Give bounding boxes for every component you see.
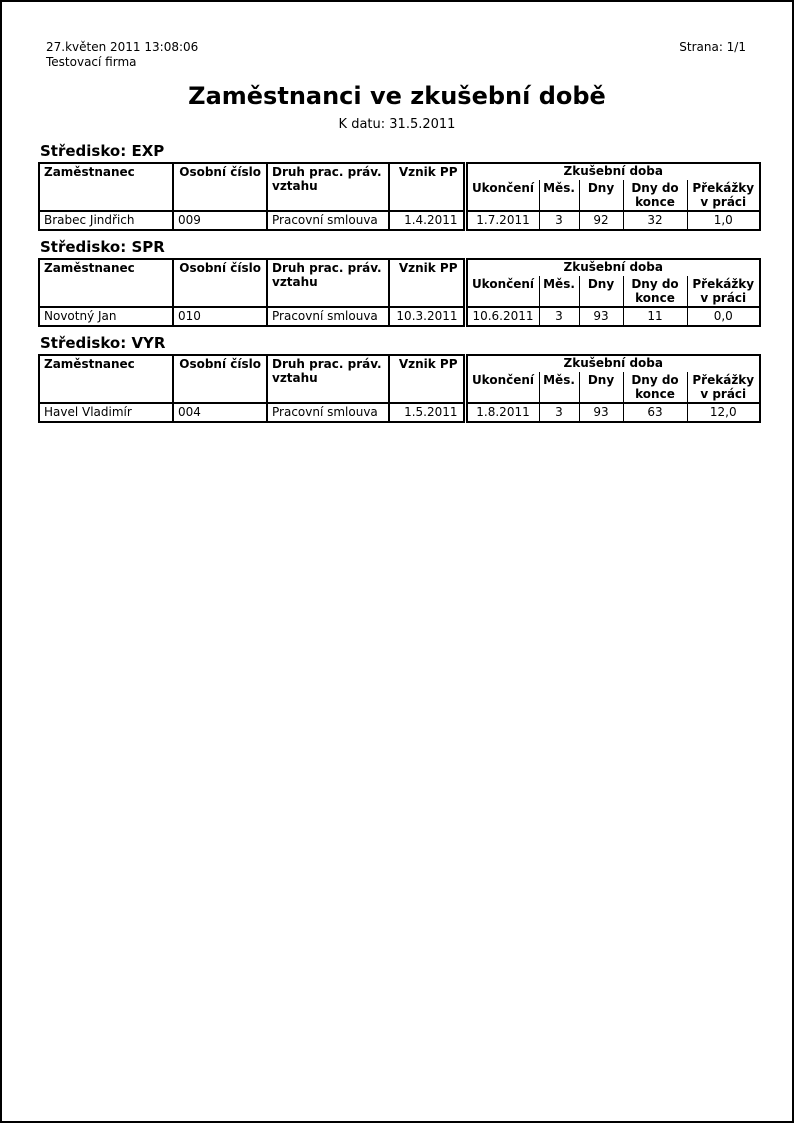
cell-prekazky: 0,0 xyxy=(687,307,760,326)
table-row xyxy=(39,403,760,422)
col-group-zkusebni-doba: Zkušební doba xyxy=(465,163,760,180)
col-mesice: Měs. xyxy=(539,372,579,403)
cell-druh-vztahu: Pracovní smlouva xyxy=(267,211,389,230)
section xyxy=(38,142,756,231)
section-title: Středisko: EXP xyxy=(40,142,165,160)
employees-table xyxy=(38,258,761,327)
print-info-block xyxy=(46,40,198,70)
col-vznik-pp: Vznik PP xyxy=(389,163,465,211)
cell-ukonceni: 1.7.2011 xyxy=(465,211,539,230)
cell-prekazky: 12,0 xyxy=(687,403,760,422)
cell-osobni-cislo: 009 xyxy=(173,211,267,230)
col-vznik-pp: Vznik PP xyxy=(389,355,465,403)
table-row xyxy=(39,211,760,230)
cell-mesice: 3 xyxy=(539,211,579,230)
col-dny-do-konce: Dny do konce xyxy=(623,180,687,211)
cell-prekazky: 1,0 xyxy=(687,211,760,230)
col-prekazky: Překážky v práci xyxy=(687,372,760,403)
cell-dny-do-konce: 63 xyxy=(623,403,687,422)
cell-dny-do-konce: 11 xyxy=(623,307,687,326)
cell-vznik-pp: 10.3.2011 xyxy=(389,307,465,326)
col-dny-do-konce: Dny do konce xyxy=(623,276,687,307)
section xyxy=(38,334,756,423)
section xyxy=(38,238,756,327)
cell-vznik-pp: 1.4.2011 xyxy=(389,211,465,230)
page-header xyxy=(46,40,746,70)
report-title: Zaměstnanci ve zkušební době xyxy=(188,82,606,110)
col-dny: Dny xyxy=(579,372,623,403)
col-zamestnanec: Zaměstnanec xyxy=(39,259,173,307)
employees-table xyxy=(38,162,761,231)
col-mesice: Měs. xyxy=(539,276,579,307)
col-druh-vztahu: Druh prac. práv. vztahu xyxy=(267,259,389,307)
col-osobni-cislo: Osobní číslo xyxy=(173,259,267,307)
col-ukonceni: Ukončení xyxy=(465,276,539,307)
employees-table xyxy=(38,354,761,423)
col-dny: Dny xyxy=(579,276,623,307)
col-vznik-pp: Vznik PP xyxy=(389,259,465,307)
cell-ukonceni: 1.8.2011 xyxy=(465,403,539,422)
cell-dny-do-konce: 32 xyxy=(623,211,687,230)
cell-vznik-pp: 1.5.2011 xyxy=(389,403,465,422)
col-prekazky: Překážky v práci xyxy=(687,276,760,307)
table-row xyxy=(39,307,760,326)
col-dny-do-konce: Dny do konce xyxy=(623,372,687,403)
col-prekazky: Překážky v práci xyxy=(687,180,760,211)
col-osobni-cislo: Osobní číslo xyxy=(173,355,267,403)
col-ukonceni: Ukončení xyxy=(465,180,539,211)
cell-dny: 92 xyxy=(579,211,623,230)
cell-dny: 93 xyxy=(579,307,623,326)
report-date: K datu: 31.5.2011 xyxy=(338,117,456,132)
cell-mesice: 3 xyxy=(539,307,579,326)
report-sections xyxy=(38,142,756,423)
col-druh-vztahu: Druh prac. práv. vztahu xyxy=(267,355,389,403)
col-group-zkusebni-doba: Zkušební doba xyxy=(465,355,760,372)
col-zamestnanec: Zaměstnanec xyxy=(39,163,173,211)
section-title: Středisko: VYR xyxy=(40,334,166,352)
cell-osobni-cislo: 010 xyxy=(173,307,267,326)
cell-osobni-cislo: 004 xyxy=(173,403,267,422)
print-datetime: 27.květen 2011 13:08:06 xyxy=(46,40,199,54)
cell-zamestnanec: Novotný Jan xyxy=(39,307,173,326)
col-osobni-cislo: Osobní číslo xyxy=(173,163,267,211)
cell-mesice: 3 xyxy=(539,403,579,422)
cell-zamestnanec: Brabec Jindřich xyxy=(39,211,173,230)
cell-dny: 93 xyxy=(579,403,623,422)
cell-ukonceni: 10.6.2011 xyxy=(465,307,539,326)
col-druh-vztahu: Druh prac. práv. vztahu xyxy=(267,163,389,211)
cell-zamestnanec: Havel Vladimír xyxy=(39,403,173,422)
col-ukonceni: Ukončení xyxy=(465,372,539,403)
cell-druh-vztahu: Pracovní smlouva xyxy=(267,403,389,422)
cell-druh-vztahu: Pracovní smlouva xyxy=(267,307,389,326)
section-title: Středisko: SPR xyxy=(40,238,165,256)
col-dny: Dny xyxy=(579,180,623,211)
company-name: Testovací firma xyxy=(46,55,137,69)
page-number: Strana: 1/1 xyxy=(679,40,746,54)
col-mesice: Měs. xyxy=(539,180,579,211)
col-zamestnanec: Zaměstnanec xyxy=(39,355,173,403)
col-group-zkusebni-doba: Zkušební doba xyxy=(465,259,760,276)
